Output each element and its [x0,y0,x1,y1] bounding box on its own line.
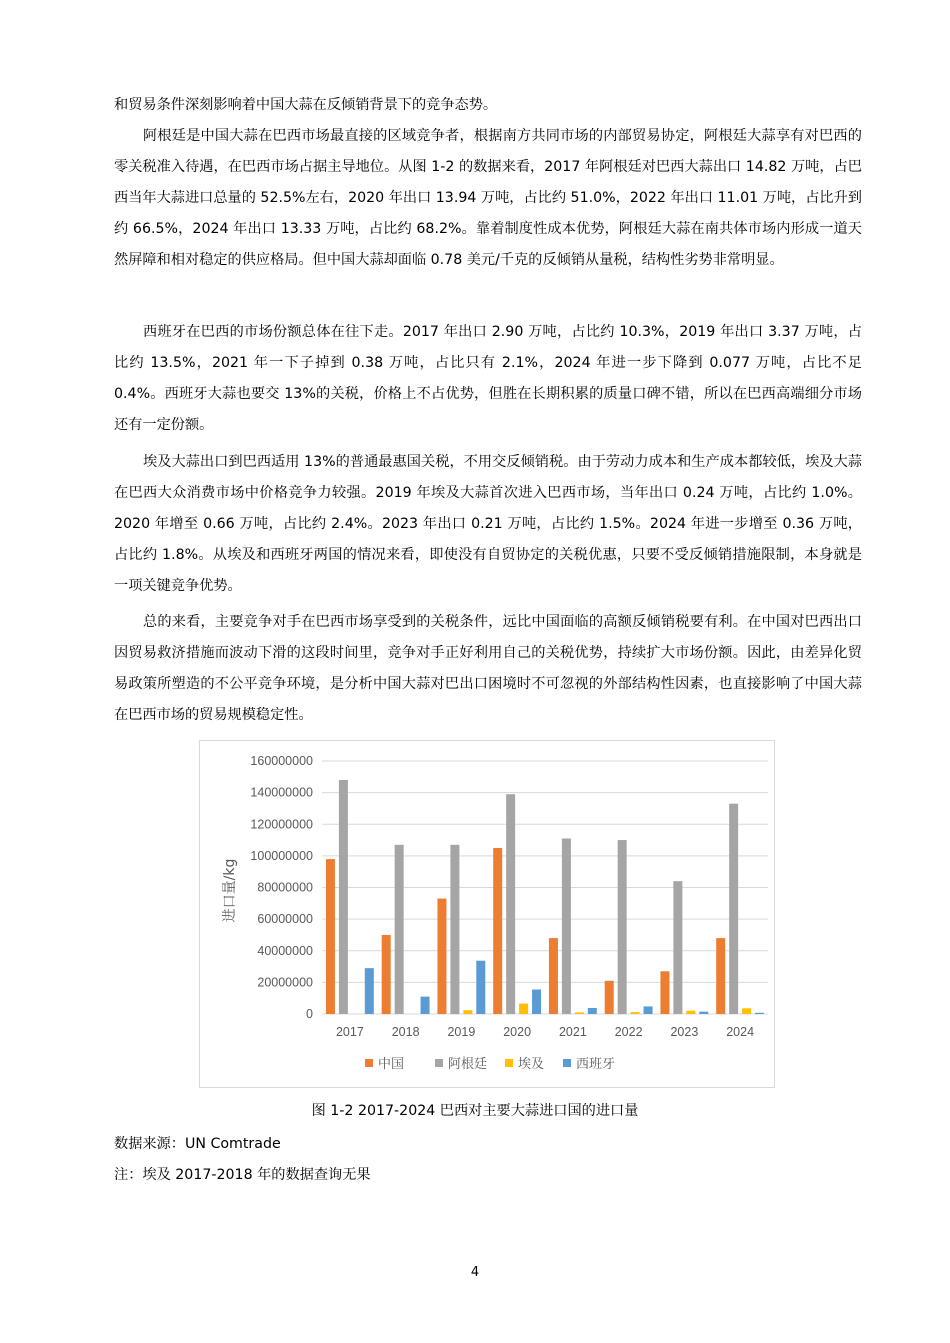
paragraph-egypt: 埃及大蒜出口到巴西适用 13%的普通最惠国关税，不用交反倾销税。由于劳动力成本和生产成本都较低，埃及大蒜在巴西大众消费市场中价格竞争力较强。2019 年埃及大蒜首次进入巴西市场，当年出口 0.24 万吨，占比约 1.0%。2020 年增至 0.66 万吨，占比约 2.4%。2023 年出口 0.21 万吨，占比约 1.5%。2024 年进一步增至 0.36 万吨，占比约 1.8%。从埃及和西班牙两国的情况来看，即使没有自贸协定的关税优惠，只要不受反倾销措施限制，本身就是一项关键竞争优势。 [114,454,862,594]
x-tick-label: 2021 [558,1025,587,1039]
y-tick-label: 60000000 [257,912,313,927]
bar-2018 [421,997,430,1014]
legend-label: 西班牙 [576,1057,616,1072]
bar-2017 [326,859,335,1014]
legend-label: 埃及 [518,1057,545,1072]
bar-2022 [605,981,614,1014]
bar-2024 [716,938,725,1014]
y-tick-label: 40000000 [257,943,313,958]
legend-swatch [505,1059,513,1067]
y-tick-label: 160000000 [250,754,313,768]
bar-2022 [631,1012,640,1014]
y-axis-label: 进口量/kg [222,858,238,923]
legend-swatch [365,1059,373,1067]
bar-2017 [365,968,374,1014]
bar-2024 [755,1013,764,1014]
x-tick-label: 2017 [335,1025,364,1039]
bar-2024 [742,1008,751,1014]
figure-caption: 图 1-2 2017-2024 巴西对主要大蒜进口国的进口量 [311,1103,639,1119]
x-tick-label: 2023 [670,1025,699,1039]
x-tick-label: 2019 [447,1025,476,1039]
y-tick-label: 20000000 [257,975,313,990]
bar-2022 [644,1006,653,1014]
bar-2019 [450,845,459,1014]
legend-label: 中国 [378,1057,405,1072]
paragraph-summary: 总的来看，主要竞争对手在巴西市场享受到的关税条件，远比中国面临的高额反倾销税要有利。在中国对巴西出口因贸易救济措施而波动下滑的这段时间里，竞争对手正好利用自己的关税优势，持续扩大市场份额。因此，由差异化贸易政策所塑造的不公平竞争环境，是分析中国大蒜对巴出口困境时不可忽视的外部结构性因素，也直接影响了中国大蒜在巴西市场的贸易规模稳定性。 [114,614,862,723]
bar-2023 [699,1012,708,1014]
remark-note: 注：埃及 2017-2018 年的数据查询无果 [114,1167,371,1183]
bar-2019 [437,899,446,1014]
legend-swatch [563,1059,571,1067]
x-tick-label: 2020 [503,1025,532,1039]
y-tick-label: 140000000 [250,785,313,800]
bar-2021 [588,1008,597,1014]
bar-2019 [476,961,485,1014]
bar-2020 [506,794,515,1014]
bar-2018 [395,845,404,1014]
bar-2021 [562,838,571,1014]
bar-2018 [382,935,391,1014]
bar-2019 [463,1010,472,1014]
chart-svg [200,741,774,1087]
bar-2020 [532,989,541,1014]
y-tick-label: 100000000 [250,848,313,863]
legend-label: 阿根廷 [448,1057,488,1072]
x-tick-label: 2018 [391,1025,420,1039]
y-tick-label: 120000000 [250,817,313,832]
y-tick-label: 0 [306,1007,313,1021]
x-tick-label: 2024 [726,1025,755,1039]
import-volume-chart [199,740,775,1088]
paragraph-1: 和贸易条件深刻影响着中国大蒜在反倾销背景下的竞争态势。 [114,97,498,113]
bar-2021 [575,1012,584,1014]
paragraph-argentina: 阿根廷是中国大蒜在巴西市场最直接的区域竞争者，根据南方共同市场的内部贸易协定，阿根廷大蒜享有对巴西的零关税准入待遇，在巴西市场占据主导地位。从图 1-2 的数据来看，2017 年阿根廷对巴西大蒜出口 14.82 万吨，占巴西当年大蒜进口总量的 52.5%左右，2020 年出口 13.94 万吨，占比约 51.0%，2022 年出口 11.01 万吨，占比升到约 66.5%，2024 年出口 13.33 万吨，占比约 68.2%。靠着制度性成本优势，阿根廷大蒜在南共体市场内形成一道天然屏障和相对稳定的供应格局。但中国大蒜却面临 0.78 美元/千克的反倾销从量税，结构性劣势非常明显。 [114,128,862,268]
bar-2020 [493,848,502,1014]
x-tick-label: 2022 [614,1025,643,1039]
y-tick-label: 80000000 [257,880,313,895]
bar-2021 [549,938,558,1014]
bar-2024 [729,804,738,1014]
bar-2023 [673,881,682,1014]
bar-2022 [618,840,627,1014]
paragraph-spain: 西班牙在巴西的市场份额总体在往下走。2017 年出口 2.90 万吨，占比约 10.3%，2019 年出口 3.37 万吨，占比约 13.5%，2021 年一下子掉到 0.38 万吨，占比只有 2.1%，2024 年进一步下降到 0.077 万吨，占比不足 0.4%。西班牙大蒜也要交 13%的关税，价格上不占优势，但胜在长期积累的质量口碑不错，所以在巴西高端细分市场还有一定份额。 [114,324,862,433]
bar-2020 [519,1004,528,1014]
bar-2023 [686,1011,695,1014]
bar-2017 [339,780,348,1014]
page-number: 4 [470,1265,480,1280]
bar-2023 [660,971,669,1014]
source-note: 数据来源：UN Comtrade [114,1136,281,1152]
legend-swatch [435,1059,443,1067]
